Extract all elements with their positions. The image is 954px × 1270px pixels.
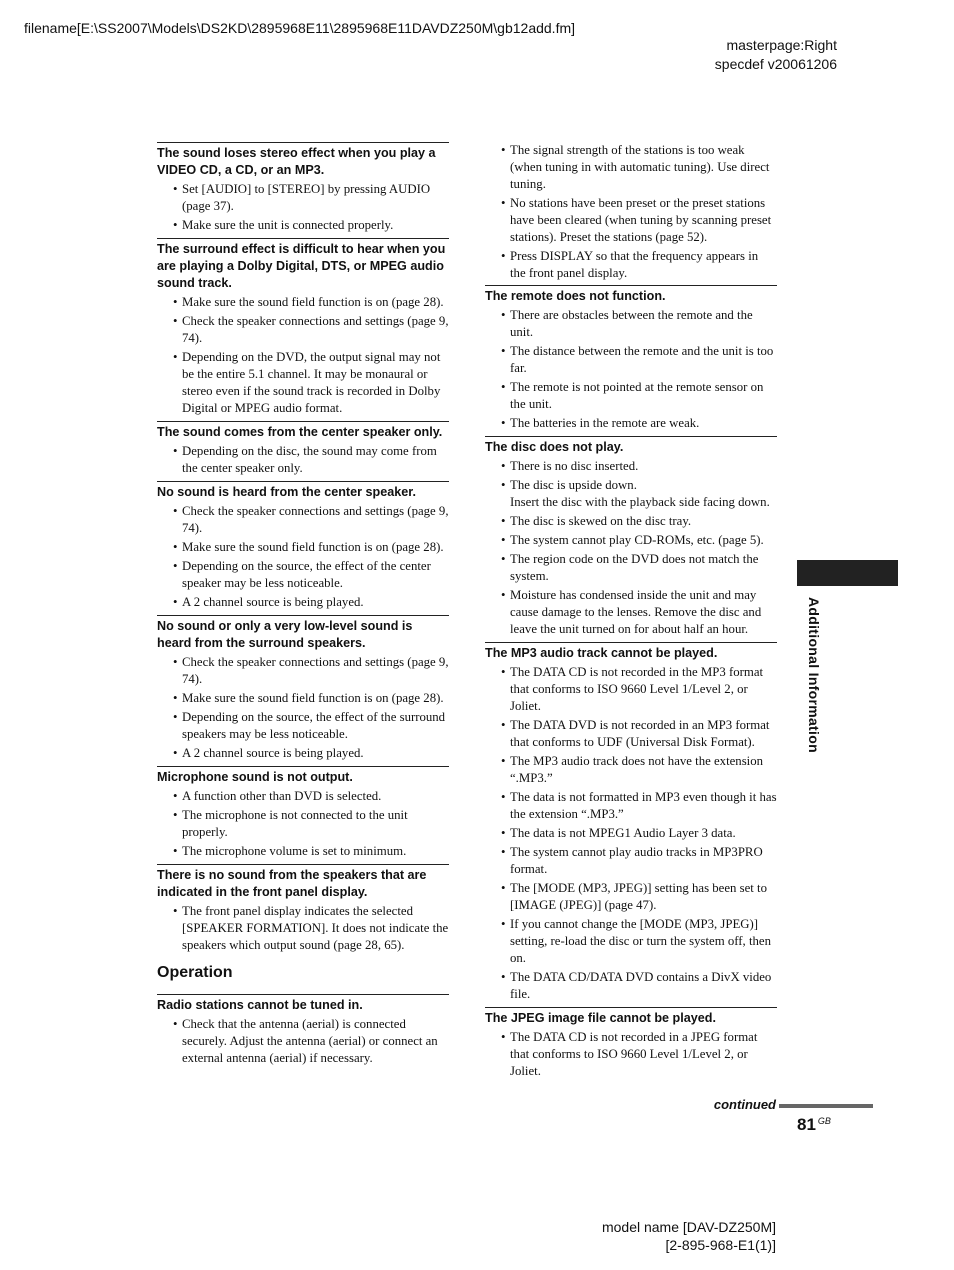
list-item: • Check the speaker connections and settings (page 9, 74). — [157, 313, 449, 347]
troubleshooting-section — [157, 142, 449, 234]
list-item: • Check the speaker connections and settings (page 9, 74). — [157, 654, 449, 688]
list-item: • The disc is upside down. Insert the disc with the playback side facing down. — [485, 477, 777, 511]
list-item: • Depending on the source, the effect of the surround speakers may be less noticeable. — [157, 709, 449, 743]
footer-model-name: model name [DAV-DZ250M] — [601, 1219, 776, 1235]
section-items — [157, 654, 449, 762]
section-title: The remote does not function. — [485, 289, 666, 303]
list-item: • A 2 channel source is being played. — [157, 745, 449, 762]
page-number — [797, 1115, 831, 1135]
list-item: • Moisture has condensed inside the unit and may cause damage to the lenses. Remove the disc and leave the unit turned on for about half an hour. — [485, 587, 777, 638]
list-item: • The system cannot play audio tracks in MP3PRO format. — [485, 844, 777, 878]
list-item: • The region code on the DVD does not match the system. — [485, 551, 777, 585]
section-title: The sound comes from the center speaker only. — [157, 425, 443, 439]
section-items — [157, 1016, 449, 1067]
section-title: Microphone sound is not output. — [157, 770, 353, 784]
list-item: • A 2 channel source is being played. — [157, 594, 449, 611]
header-specdef: specdef v20061206 — [714, 56, 837, 72]
section-title: The surround effect is difficult to hear when you are playing a Dolby Digital, DTS, or MPEG audio sound track. — [157, 242, 446, 290]
list-item: • If you cannot change the [MODE (MP3, JPEG)] setting, re-load the disc or turn the system off, then on. — [485, 916, 777, 967]
list-item: • Make sure the unit is connected properly. — [157, 217, 449, 234]
list-item: • Make sure the sound field function is on (page 28). — [157, 539, 449, 556]
troubleshooting-section — [485, 436, 777, 638]
list-item: • Depending on the DVD, the output signal may not be the entire 5.1 channel. It may be monaural or stereo even if the sound track is recorded in Dolby Digital or MPEG audio format. — [157, 349, 449, 417]
list-item: • Depending on the disc, the sound may come from the center speaker only. — [157, 443, 449, 477]
right-sections — [485, 285, 777, 1080]
list-item: • The microphone is not connected to the unit properly. — [157, 807, 449, 841]
section-items — [157, 503, 449, 611]
list-item: • Check that the antenna (aerial) is connected securely. Adjust the antenna (aerial) or connect an external antenna (aerial) if necessary. — [157, 1016, 449, 1067]
continued-list — [485, 142, 777, 282]
list-item: • The MP3 audio track does not have the extension “.MP3.” — [485, 753, 777, 787]
troubleshooting-section — [157, 421, 449, 477]
operation-heading: Operation — [157, 964, 233, 981]
section-items — [157, 294, 449, 417]
operation-sections — [157, 994, 449, 1067]
footer-meta — [602, 1218, 776, 1254]
troubleshooting-section — [485, 285, 777, 432]
list-item: • Make sure the sound field function is on (page 28). — [157, 294, 449, 311]
section-items — [157, 788, 449, 860]
list-item: • The distance between the remote and the unit is too far. — [485, 343, 777, 377]
section-items — [485, 307, 777, 432]
header-meta — [715, 36, 837, 74]
list-item: • The remote is not pointed at the remote sensor on the unit. — [485, 379, 777, 413]
section-title: The MP3 audio track cannot be played. — [485, 646, 718, 660]
troubleshooting-section — [157, 864, 449, 954]
list-item: • The microphone volume is set to minimum. — [157, 843, 449, 860]
list-item: • The batteries in the remote are weak. — [485, 415, 777, 432]
section-title: No sound is heard from the center speaker. — [157, 485, 416, 499]
section-items — [157, 181, 449, 234]
list-item: • The data is not MPEG1 Audio Layer 3 data. — [485, 825, 777, 842]
list-item: • The front panel display indicates the selected [SPEAKER FORMATION]. It does not indicate the speakers which output sound (page 28, 65). — [157, 903, 449, 954]
list-item: • Check the speaker connections and settings (page 9, 74). — [157, 503, 449, 537]
section-items — [485, 664, 777, 1003]
list-item: • No stations have been preset or the preset stations have been cleared (when tuning by scanning preset stations). Preset the stations (page 52). — [485, 195, 777, 246]
list-item: • The DATA DVD is not recorded in an MP3 format that conforms to UDF (Universal Disk Format). — [485, 717, 777, 751]
list-item: • There is no disc inserted. — [485, 458, 777, 475]
footer-code: [2-895-968-E1(1)] — [665, 1237, 776, 1253]
list-item: • The system cannot play CD-ROMs, etc. (page 5). — [485, 532, 777, 549]
section-title: The sound loses stereo effect when you play a VIDEO CD, a CD, or an MP3. — [157, 146, 436, 177]
right-column — [485, 142, 777, 1084]
section-title: The JPEG image file cannot be played. — [485, 1011, 716, 1025]
list-item: • A function other than DVD is selected. — [157, 788, 449, 805]
left-sections — [157, 142, 449, 954]
section-title: There is no sound from the speakers that are indicated in the front panel display. — [157, 868, 427, 899]
section-title: Radio stations cannot be tuned in. — [157, 998, 363, 1012]
section-tab — [797, 560, 898, 586]
header-filename: filename[E:\SS2007\Models\DS2KD\2895968E11\2895968E11DAVDZ250M\gb12add.fm] — [24, 20, 576, 36]
list-item: • The DATA CD is not recorded in the MP3 format that conforms to ISO 9660 Level 1/Level 2, or Joliet. — [485, 664, 777, 715]
left-column — [157, 142, 449, 1071]
list-item: • The DATA CD/DATA DVD contains a DivX video file. — [485, 969, 777, 1003]
troubleshooting-section — [157, 766, 449, 860]
list-item: • The disc is skewed on the disc tray. — [485, 513, 777, 530]
section-items — [485, 458, 777, 638]
section-title: No sound or only a very low-level sound is heard from the surround speakers. — [157, 619, 413, 650]
list-item: • Press DISPLAY so that the frequency appears in the front panel display. — [485, 248, 777, 282]
list-item: • The [MODE (MP3, JPEG)] setting has been set to [IMAGE (JPEG)] (page 47). — [485, 880, 777, 914]
troubleshooting-section — [157, 994, 449, 1067]
list-item: • Depending on the source, the effect of the center speaker may be less noticeable. — [157, 558, 449, 592]
troubleshooting-section — [157, 481, 449, 611]
list-item: • Set [AUDIO] to [STEREO] by pressing AUDIO (page 37). — [157, 181, 449, 215]
page-number-value: 81 — [797, 1115, 816, 1134]
page-number-suffix: GB — [817, 1116, 831, 1126]
troubleshooting-section — [485, 642, 777, 1003]
troubleshooting-section — [485, 1007, 777, 1080]
list-item: • The data is not formatted in MP3 even though it has the extension “.MP3.” — [485, 789, 777, 823]
header-masterpage: masterpage:Right — [726, 37, 837, 53]
troubleshooting-section — [157, 238, 449, 417]
list-item: • Make sure the sound field function is on (page 28). — [157, 690, 449, 707]
list-item: • There are obstacles between the remote and the unit. — [485, 307, 777, 341]
section-items — [157, 903, 449, 954]
section-items — [157, 443, 449, 477]
continued-rule — [779, 1104, 873, 1108]
troubleshooting-section — [157, 615, 449, 762]
list-item: • The signal strength of the stations is too weak (when tuning in with automatic tuning). Use direct tuning. — [485, 142, 777, 193]
section-side-label: Additional Information — [806, 597, 822, 753]
continued-label: continued — [713, 1097, 776, 1112]
list-item: • The DATA CD is not recorded in a JPEG format that conforms to ISO 9660 Level 1/Level 2, or Joliet. — [485, 1029, 777, 1080]
section-items — [485, 1029, 777, 1080]
section-title: The disc does not play. — [485, 440, 624, 454]
